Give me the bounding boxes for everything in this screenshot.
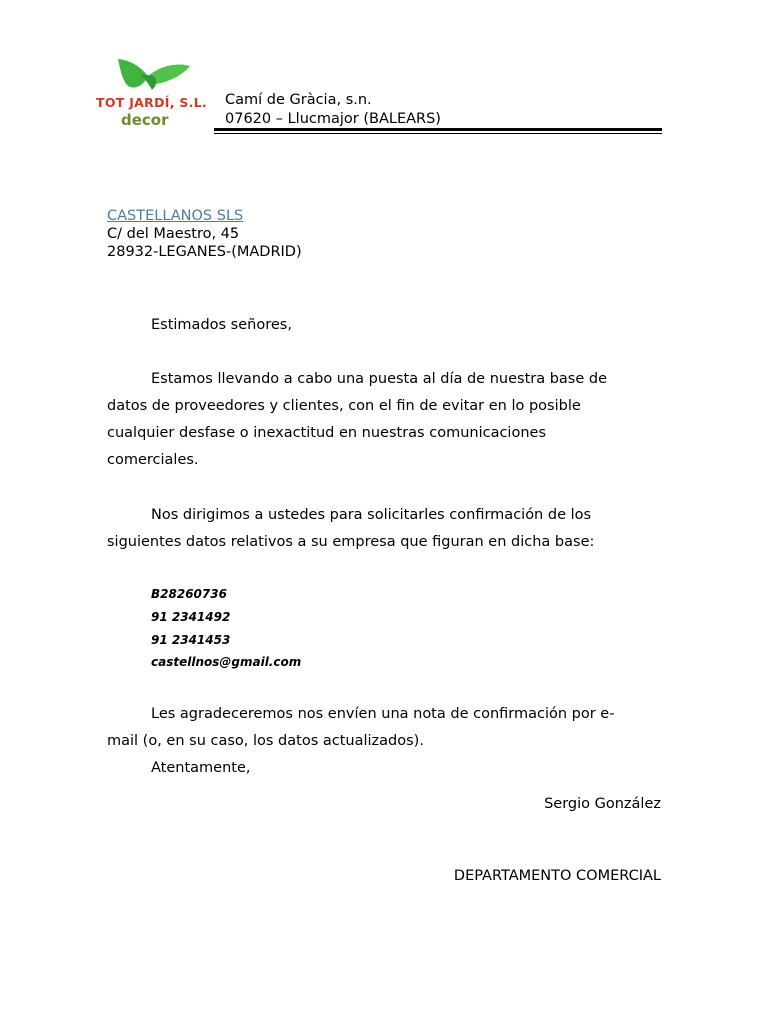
paragraph-3-line-1: Les agradeceremos nos envíen una nota de confirmación por e- (151, 706, 615, 722)
paragraph-2-line-1: Nos dirigimos a ustedes para solicitarles confirmación de los (151, 507, 592, 523)
data-cif: B28260736 (151, 587, 227, 601)
greeting: Estimados señores, (151, 317, 292, 333)
recipient-company-link[interactable]: CASTELLANOS SLS (107, 208, 244, 224)
sender-address-line2: 07620 – Llucmajor (BALEARS) (225, 111, 441, 127)
paragraph-1-line-2: datos de proveedores y clientes, con el fin de evitar en lo posible (107, 398, 581, 414)
paragraph-1-line-1: Estamos llevando a cabo una puesta al día de nuestra base de (151, 371, 608, 387)
company-logo (94, 56, 214, 132)
leaf-icon (104, 56, 196, 92)
signer-name: Sergio González (544, 796, 661, 812)
department: DEPARTAMENTO COMERCIAL (453, 868, 661, 884)
recipient-street: C/ del Maestro, 45 (107, 226, 240, 242)
data-email: castellnos@gmail.com (151, 655, 302, 669)
header-rule-thin (214, 133, 662, 134)
sender-address-line1: Camí de Gràcia, s.n. (225, 92, 372, 108)
header-rule-thick (214, 128, 662, 131)
data-fax: 91 2341453 (151, 633, 231, 647)
paragraph-1-line-4: comerciales. (107, 452, 199, 468)
logo-subtitle: decor (121, 111, 169, 129)
closing: Atentamente, (151, 760, 251, 776)
paragraph-1-line-3: cualquier desfase o inexactitud en nuestras comunicaciones (107, 425, 546, 441)
paragraph-3-line-2: mail (o, en su caso, los datos actualizados). (107, 733, 424, 749)
recipient-city: 28932-LEGANES-(MADRID) (107, 244, 302, 260)
logo-company-name: TOT JARDÍ, S.L. (96, 95, 208, 110)
paragraph-2-line-2: siguientes datos relativos a su empresa que figuran en dicha base: (107, 534, 595, 550)
data-phone: 91 2341492 (151, 610, 231, 624)
